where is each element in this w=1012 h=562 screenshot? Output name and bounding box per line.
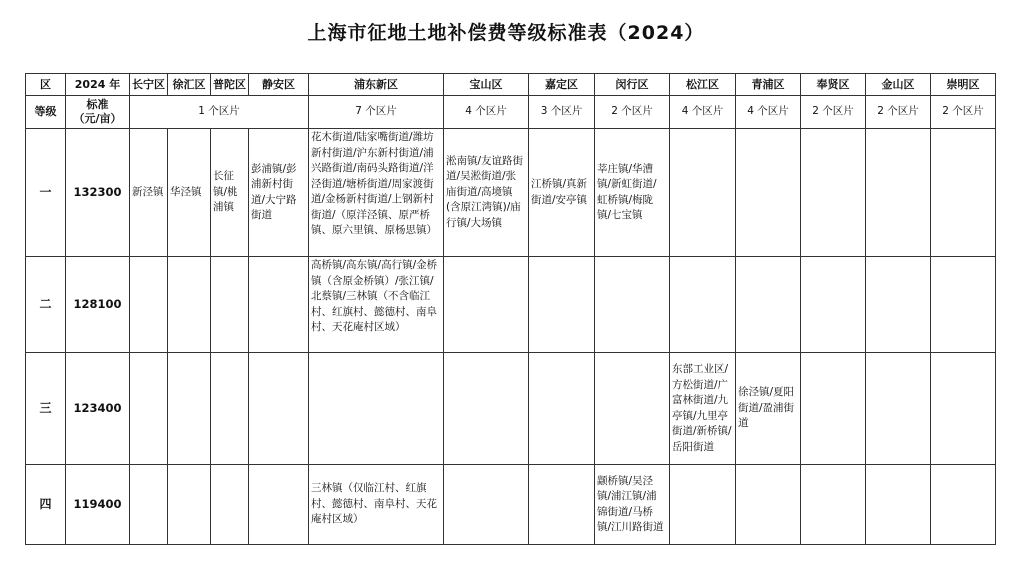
chongming-cell [931,465,996,545]
jingan-cell [249,257,309,353]
header-jingan: 静安区 [249,74,309,96]
xuhui-cell [168,353,211,465]
pudong-cell [309,353,444,465]
qingpu-cell [736,465,801,545]
chongming-cell [931,129,996,257]
zone-count-jiading: 3 个区片 [529,96,595,129]
jingan-cell [249,353,309,465]
chongming-cell [931,353,996,465]
standard-cell: 119400 [66,465,130,545]
minhang-cell: 颛桥镇/吴泾镇/浦江镇/浦锦街道/马桥镇/江川路街道 [595,465,670,545]
page-title: 上海市征地土地补偿费等级标准表（2024） [307,22,705,44]
header-jinshan: 金山区 [866,74,931,96]
songjiang-cell [670,465,736,545]
header-chongming: 崇明区 [931,74,996,96]
header-baoshan: 宝山区 [444,74,529,96]
jinshan-cell [866,257,931,353]
fengxian-cell [801,257,866,353]
level-cell: 一 [26,129,66,257]
header-year: 2024 年 [66,74,130,96]
fengxian-cell [801,129,866,257]
level-cell: 二 [26,257,66,353]
std-line2: （元/亩） [73,112,122,125]
standard-cell: 128100 [66,257,130,353]
pudong-cell: 三林镇（仅临江村、红旗村、懿德村、南阜村、天花庵村区域） [309,465,444,545]
pudong-cell: 高桥镇/高东镇/高行镇/金桥镇（含原金桥镇）/张江镇/北蔡镇/三林镇（不含临江村、红旗村、懿德村、南阜村、天花庵村区域） [309,257,444,353]
putuo-cell [211,465,249,545]
fengxian-cell [801,353,866,465]
header-district: 区 [26,74,66,96]
changning-cell: 新泾镇 [130,129,168,257]
chongming-cell [931,257,996,353]
pudong-cell: 花木街道/陆家嘴街道/潍坊新村街道/沪东新村街道/浦兴路街道/南码头路街道/洋泾街道/塘桥街道/周家渡街道/金杨新村街道/上钢新村街道/（原洋泾镇、原严桥镇、原六里镇、原杨思镇） [309,129,444,257]
minhang-cell: 莘庄镇/华漕镇/新虹街道/虹桥镇/梅陇镇/七宝镇 [595,129,670,257]
header-changning: 长宁区 [130,74,168,96]
xuhui-cell [168,465,211,545]
header-xuhui: 徐汇区 [168,74,211,96]
zone-count-songjiang: 4 个区片 [670,96,736,129]
zone-count-central: 1 个区片 [130,96,309,129]
zone-count-baoshan: 4 个区片 [444,96,529,129]
table-row [26,353,996,465]
xuhui-cell: 华泾镇 [168,129,211,257]
putuo-cell: 长征镇/桃浦镇 [211,129,249,257]
jiading-cell [529,465,595,545]
qingpu-cell: 徐泾镇/夏阳街道/盈浦街道 [736,353,801,465]
std-line1: 标准 [86,98,109,111]
zone-count-pudong: 7 个区片 [309,96,444,129]
header-fengxian: 奉贤区 [801,74,866,96]
baoshan-cell [444,353,529,465]
zone-count-minhang: 2 个区片 [595,96,670,129]
header-pudong: 浦东新区 [309,74,444,96]
jinshan-cell [866,129,931,257]
jiading-cell [529,353,595,465]
compensation-table [25,73,996,545]
zone-count-qingpu: 4 个区片 [736,96,801,129]
header-standard [66,96,130,129]
songjiang-cell [670,257,736,353]
jingan-cell [249,465,309,545]
jinshan-cell [866,353,931,465]
zone-count-chongming: 2 个区片 [931,96,996,129]
level-cell: 三 [26,353,66,465]
table-row [26,129,996,257]
header-songjiang: 松江区 [670,74,736,96]
header-minhang: 闵行区 [595,74,670,96]
jiading-cell: 江桥镇/真新街道/安亭镇 [529,129,595,257]
header-level: 等级 [26,96,66,129]
putuo-cell [211,353,249,465]
header-putuo: 普陀区 [211,74,249,96]
qingpu-cell [736,129,801,257]
putuo-cell [211,257,249,353]
minhang-cell [595,257,670,353]
subheader-row [26,96,996,129]
songjiang-cell: 东部工业区/方松街道/广富林街道/九亭镇/九里亭街道/新桥镇/岳阳街道 [670,353,736,465]
jiading-cell [529,257,595,353]
level-cell: 四 [26,465,66,545]
header-row [26,74,996,96]
zone-count-fengxian: 2 个区片 [801,96,866,129]
jingan-cell: 彭浦镇/彭浦新村街道/大宁路街道 [249,129,309,257]
table-row [26,257,996,353]
standard-cell: 132300 [66,129,130,257]
jinshan-cell [866,465,931,545]
fengxian-cell [801,465,866,545]
changning-cell [130,353,168,465]
baoshan-cell [444,465,529,545]
standard-cell: 123400 [66,353,130,465]
table-row [26,465,996,545]
qingpu-cell [736,257,801,353]
songjiang-cell [670,129,736,257]
header-jiading: 嘉定区 [529,74,595,96]
baoshan-cell [444,257,529,353]
xuhui-cell [168,257,211,353]
zone-count-jinshan: 2 个区片 [866,96,931,129]
header-qingpu: 青浦区 [736,74,801,96]
minhang-cell [595,353,670,465]
changning-cell [130,465,168,545]
changning-cell [130,257,168,353]
baoshan-cell: 淞南镇/友谊路街道/吴淞街道/张庙街道/高境镇(含原江湾镇)/庙行镇/大场镇 [444,129,529,257]
